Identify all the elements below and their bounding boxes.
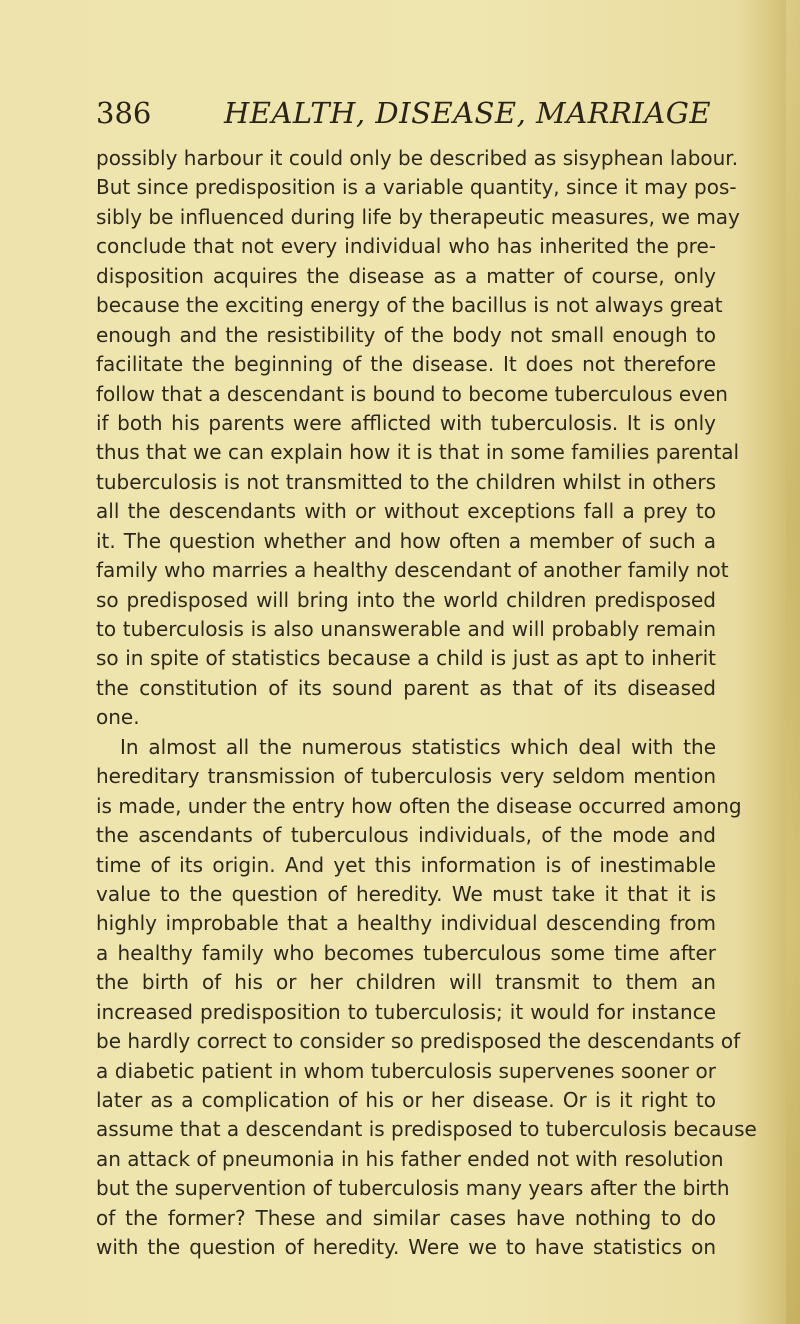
- text-line: so in spite of statistics because a child is just as apt to inherit: [96, 646, 716, 671]
- text-line: possibly harbour it could only be described as sisyphean labour.: [96, 146, 739, 170]
- text-line: assume that a descendant is predisposed to tuberculosis because: [96, 1117, 757, 1142]
- body-text: [96, 144, 757, 1263]
- text-line: family who marries a healthy descendant of another family not: [96, 558, 729, 583]
- text-line: follow that a descendant is bound to become tuberculous even: [96, 381, 728, 406]
- text-line: if both his parents were afflicted with tuberculosis. It is only: [96, 410, 716, 435]
- text-line: it. The question whether and how often a member of such a: [96, 528, 716, 553]
- text-line: increased predisposition to tuberculosis; it would for instance: [96, 999, 716, 1024]
- text-line: value to the question of heredity. We must take it that it is: [96, 881, 716, 906]
- text-line: a diabetic patient in whom tuberculosis supervenes sooner or: [96, 1058, 716, 1083]
- text-line: is made, under the entry how often the disease occurred among: [96, 793, 742, 818]
- paragraph-start-line: In almost all the numerous statistics which deal with the: [120, 734, 716, 759]
- text-line: to tuberculosis is also unanswerable and will probably remain: [96, 617, 716, 641]
- text-line: disposition acquires the disease as a matter of course, only: [96, 263, 716, 288]
- text-line: so predisposed will bring into the world children predisposed: [96, 587, 716, 612]
- running-title: HEALTH, DISEASE, MARRIAGE: [224, 96, 712, 130]
- text-line: an attack of pneumonia in his father ended not with resolution: [96, 1146, 724, 1171]
- text-line: later as a complication of his or her disease. Or is it right to: [96, 1088, 716, 1112]
- page-edge-shading: [786, 0, 800, 1324]
- text-line: highly improbable that a healthy individual descending from: [96, 911, 716, 936]
- page-number: 386: [96, 96, 152, 130]
- text-line: sibly be influenced during life by therapeutic measures, we may: [96, 204, 740, 229]
- text-line: But since predisposition is a variable quantity, since it may pos-: [96, 175, 737, 200]
- text-line: the ascendants of tuberculous individuals, of the mode and: [96, 823, 716, 848]
- paragraph-end-line: one.: [96, 705, 140, 730]
- text-line: with the question of heredity. Were we to have statistics on: [96, 1235, 716, 1260]
- running-head: [96, 96, 716, 136]
- text-line: of the former? These and similar cases have nothing to do: [96, 1205, 716, 1230]
- text-line: hereditary transmission of tuberculosis very seldom mention: [96, 764, 716, 789]
- text-line: conclude that not every individual who has inherited the pre-: [96, 234, 716, 259]
- text-line: facilitate the beginning of the disease. It does not therefore: [96, 352, 716, 377]
- text-line: enough and the resistibility of the body not small enough to: [96, 322, 716, 347]
- text-line: be hardly correct to consider so predisposed the descendants of: [96, 1029, 741, 1054]
- text-line: time of its origin. And yet this information is of inestimable: [96, 852, 716, 877]
- text-line: all the descendants with or without exceptions fall a prey to: [96, 499, 716, 524]
- text-line: tuberculosis is not transmitted to the children whilst in others: [96, 469, 716, 494]
- text-line: but the supervention of tuberculosis many years after the birth: [96, 1176, 730, 1201]
- text-line: because the exciting energy of the bacillus is not always great: [96, 293, 723, 318]
- text-line: the birth of his or her children will transmit to them an: [96, 970, 716, 995]
- text-line: thus that we can explain how it is that in some families parental: [96, 440, 740, 465]
- text-line: a healthy family who becomes tuberculous some time after: [96, 940, 716, 965]
- text-line: the constitution of its sound parent as that of its diseased: [96, 675, 716, 700]
